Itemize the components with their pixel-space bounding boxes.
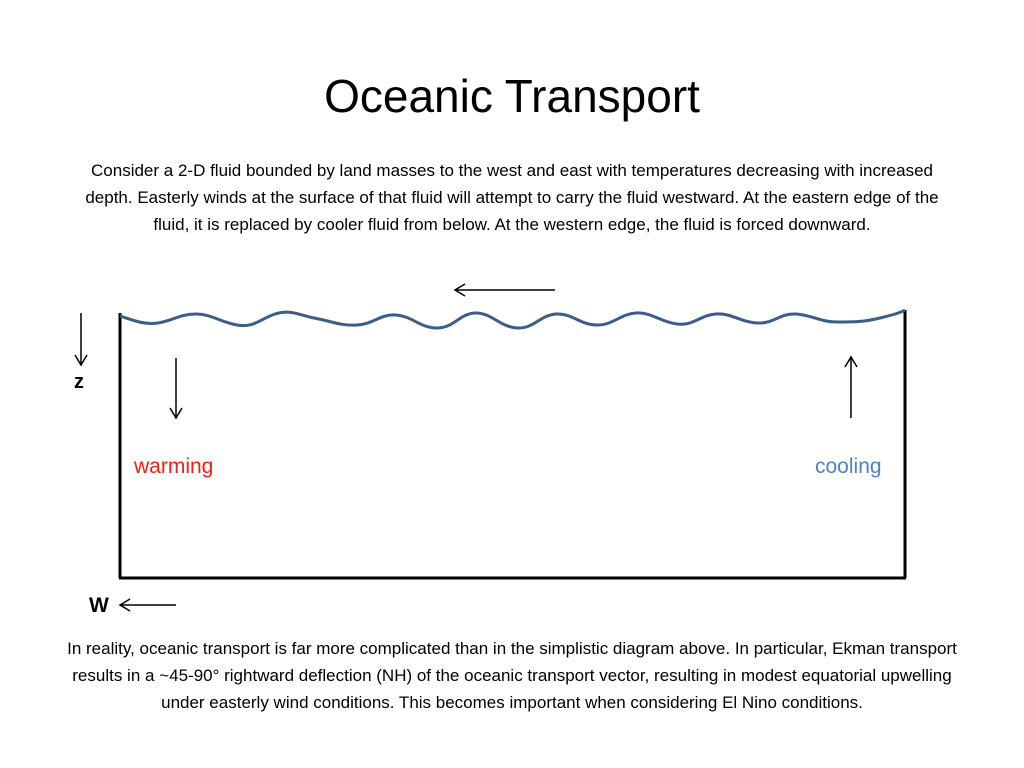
cooling-label: cooling xyxy=(815,455,882,478)
closing-paragraph: In reality, oceanic transport is far more complicated than in the simplistic diagram above. In particular, Ekman transport results in a ~45-90° rightward deflection (NH) of the oceanic transport vector, resulting in modest equatorial upwelling under easterly wind conditions. This becomes important when considering El Nino conditions. xyxy=(67,639,957,712)
warming-label: warming xyxy=(134,455,214,478)
intro-paragraph: Consider a 2-D fluid bounded by land masses to the west and east with temperatures decreasing with increased depth. Easterly winds at the surface of that fluid will attempt to carry the fluid westward. At the eastern edge of the fluid, it is replaced by cooler fluid from below. At the western edge, the fluid is forced downward. xyxy=(85,161,939,234)
water-surface-wave xyxy=(120,310,905,328)
wind-arrow-icon xyxy=(455,284,555,296)
z-axis-arrow-icon xyxy=(75,313,87,365)
upwelling-arrow-icon xyxy=(845,357,857,418)
slide-title: Oceanic Transport xyxy=(324,70,700,122)
west-direction-label: W xyxy=(89,594,109,617)
west-arrow-icon xyxy=(120,599,176,611)
downwelling-arrow-icon xyxy=(170,358,182,418)
basin-outline xyxy=(119,310,906,578)
z-axis-label: z xyxy=(74,371,84,393)
